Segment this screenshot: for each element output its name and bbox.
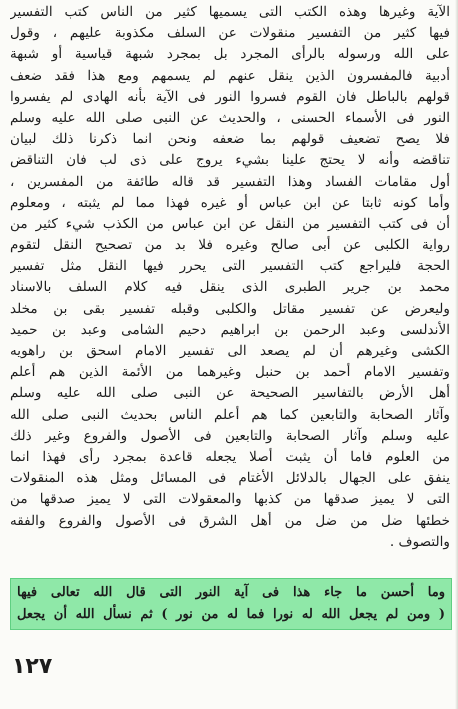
- text-line: التى لا يميز صدقها من كذبها والمعقولات التى لا يميز صدقها من: [10, 491, 450, 508]
- text-line: عليه وسلم وآثار الصحابة والتابعين فى الأصول والفروع وغير ذلك: [10, 427, 450, 444]
- text-line: من العلوم فاما أن يثبت أصلا يجعله قاعدة بمجرد رأى فهذا انما: [10, 448, 450, 465]
- text-line: أهل الأرض بالتفاسير الصحيحة عن النبى صلى الله عليه وسلم: [10, 385, 450, 402]
- text-line: وتفسير الامام أحمد بن حنبل وغيرهما من الأئمة الذين هم أعلم: [10, 364, 450, 381]
- text-line: على الله ورسوله بالرأى المجرد بل بمجرد شبهة قياسية أو شبهة: [10, 46, 450, 63]
- text-line: وليعرض عن تفسير مقاتل والكلبى وقبله تفسير بقى بن مخلد: [10, 300, 450, 317]
- highlighted-line: وما أحسن ما جاء هذا فى آية النور التى قال الله تعالى فيها: [17, 585, 445, 600]
- text-line: فلا يصح تضعيف قولهم بما ضعفه ونحن انما ذكرنا ذلك لبيان: [10, 131, 450, 148]
- text-line: ينفق على الجهال بالدلائل الأغتام فى المسائل ومثل هذه المنقولات: [10, 470, 450, 487]
- text-line: فيها كثير من التفسير منقولات عن السلف مكذوبة عليهم ، وقول: [10, 25, 450, 42]
- text-line: وآثار الصحابة والتابعين كما هم أعلم الناس بحديث النبى صلى الله: [10, 406, 450, 423]
- body-text: [10, 2, 450, 553]
- text-line: والتصوف .: [389, 533, 450, 550]
- text-line: وأما كونه ثابتا عن ابن عباس أو غيره فهذا مما لم يثبته ، ومعلوم: [10, 194, 450, 211]
- text-line: تناقضه وأنه لا يحتج علينا بشيء يروج على ذى لب فان التناقض: [10, 152, 450, 169]
- text-line: أدبية فالمفسرون الذين ينقل عنهم لم يسمهم ومع هذا فقد ضعف: [10, 67, 450, 84]
- text-line: الأندلسى وعبد الرحمن بن ابراهيم دحيم الشامى وعبد بن حميد: [10, 321, 450, 338]
- text-line: الكشى وغيرهم أن لم يصعد الى تفسير الامام اسحق بن راهويه: [10, 343, 450, 359]
- highlighted-passage[interactable]: [10, 578, 452, 630]
- text-line: النور فى الأسماء الحسنى ، والحديث عن النبى صلى الله عليه وسلم: [10, 109, 450, 126]
- text-line: قولهم بالباطل فان القوم فسروا النور فى الآية بأنه الهادى لم يفسروا: [10, 88, 450, 105]
- text-line: خطئها ضل من ضل من أهل الشرق فى الأصول والفروع والفقه: [10, 512, 450, 529]
- text-line: الآية وغيرها وهذه الكتب التى يسميها كثير من الناس كتب التفسير: [10, 4, 450, 20]
- page-number: ١٢٧: [12, 654, 53, 679]
- highlighted-line: ( ومن لم يجعل الله له نورا فما له من نور ) ثم نسأل الله أن يجعل: [17, 607, 445, 622]
- text-line: أول مقامات الفساد وهذا التفسير قد قاله طائفة من المفسرين ،: [10, 173, 450, 190]
- text-line: محمد بن جرير الطبرى الذى ينقل فيه كلام السلف بالاسناد: [10, 279, 450, 296]
- text-line: أن فى كتب التفسير من النقل عن ابن عباس من الكذب شيء كثير من: [10, 215, 450, 232]
- text-line: الحجة فليراجع كتب التفسير التى يحرر فيها النقل مثل تفسير: [10, 258, 450, 275]
- text-line: رواية الكلبى عن أبى صالح وغيره فلا بد من تصحيح النقل لتقوم: [10, 237, 450, 254]
